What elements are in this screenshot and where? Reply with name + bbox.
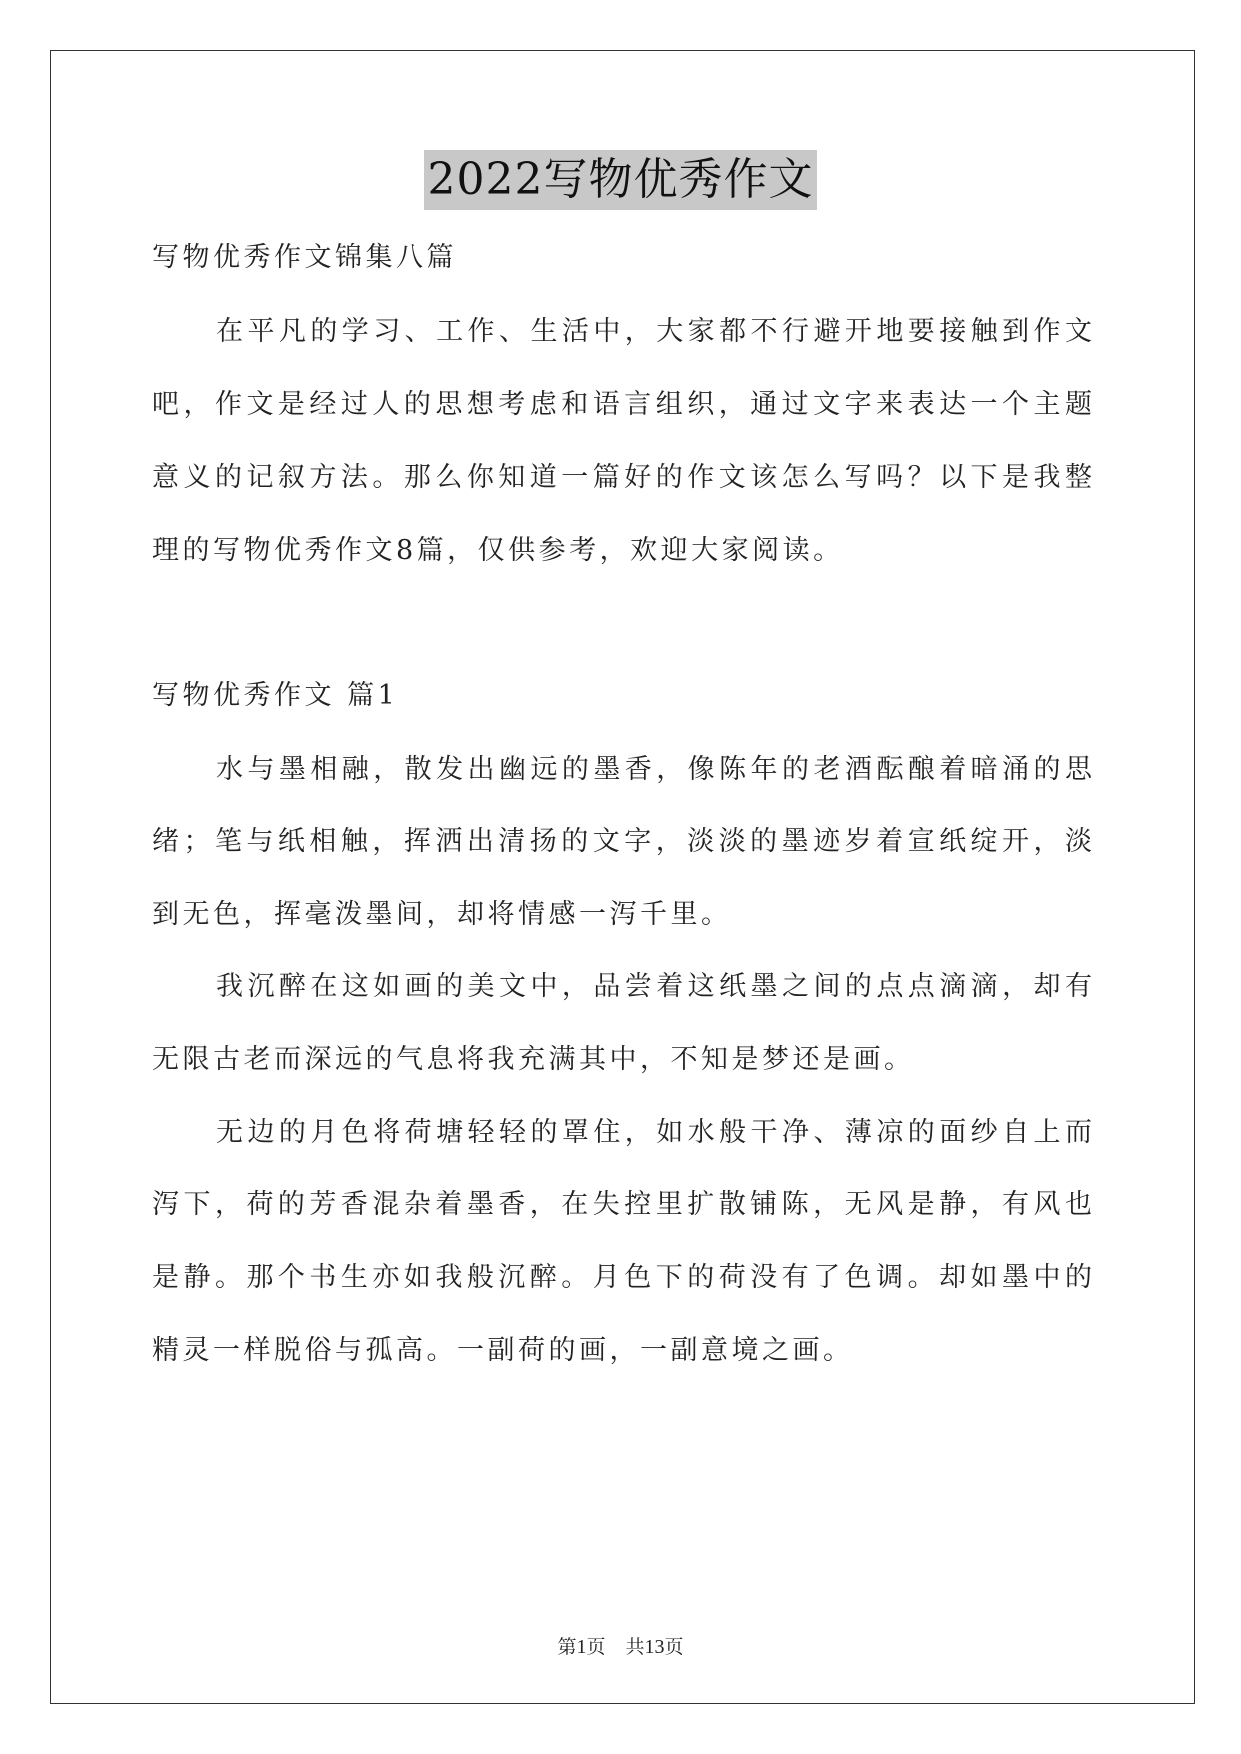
paragraph-line: 是静。那个书生亦如我般沉醉。月色下的荷没有了色调。却如墨中的	[152, 1262, 1092, 1293]
paragraph-line: 绪；笔与纸相触，挥洒出清扬的文字，淡淡的墨迹岁着宣纸绽开，淡	[152, 826, 1092, 857]
intro-line: 意义的记叙方法。那么你知道一篇好的作文该怎么写吗？以下是我整	[152, 462, 1092, 493]
page-frame	[50, 50, 1195, 1704]
paragraph-line: 到无色，挥毫泼墨间，却将情感一泻千里。	[152, 899, 732, 930]
footer-prefix: 第	[557, 1636, 577, 1658]
intro-line: 理的写物优秀作文8篇，仅供参考，欢迎大家阅读。	[152, 535, 844, 566]
paragraph-line: 精灵一样脱俗与孤高。一副荷的画，一副意境之画。	[152, 1335, 854, 1366]
section-heading: 写物优秀作文 篇1	[152, 680, 399, 711]
paragraph-line: 无边的月色将荷塘轻轻的罩住，如水般干净、薄凉的面纱自上而	[216, 1117, 1092, 1148]
footer-total-prefix: 共	[625, 1636, 645, 1658]
intro-line: 在平凡的学习、工作、生活中，大家都不行避开地要接触到作文	[216, 316, 1092, 347]
paragraph-line: 水与墨相融，散发出幽远的墨香，像陈年的老酒酝酿着暗涌的思	[216, 754, 1092, 785]
paragraph-line: 泻下，荷的芳香混杂着墨香，在失控里扩散铺陈，无风是静，有风也	[152, 1189, 1092, 1220]
page-footer	[0, 1632, 1241, 1659]
intro-line: 吧，作文是经过人的思想考虑和语言组织，通过文字来表达一个主题	[152, 389, 1092, 420]
total-pages-number: 13	[644, 1636, 665, 1658]
title-wrap	[0, 150, 1241, 210]
footer-total-unit: 页	[664, 1636, 684, 1658]
document-title: 2022写物优秀作文	[424, 150, 818, 210]
footer-page-unit: 页	[586, 1636, 606, 1658]
paragraph-line: 我沉醉在这如画的美文中，品尝着这纸墨之间的点点滴滴，却有	[216, 971, 1092, 1002]
current-page-number: 1	[576, 1636, 587, 1658]
paragraph-line: 无限古老而深远的气息将我充满其中，不知是梦还是画。	[152, 1044, 915, 1075]
subtitle: 写物优秀作文锦集八篇	[152, 242, 457, 273]
